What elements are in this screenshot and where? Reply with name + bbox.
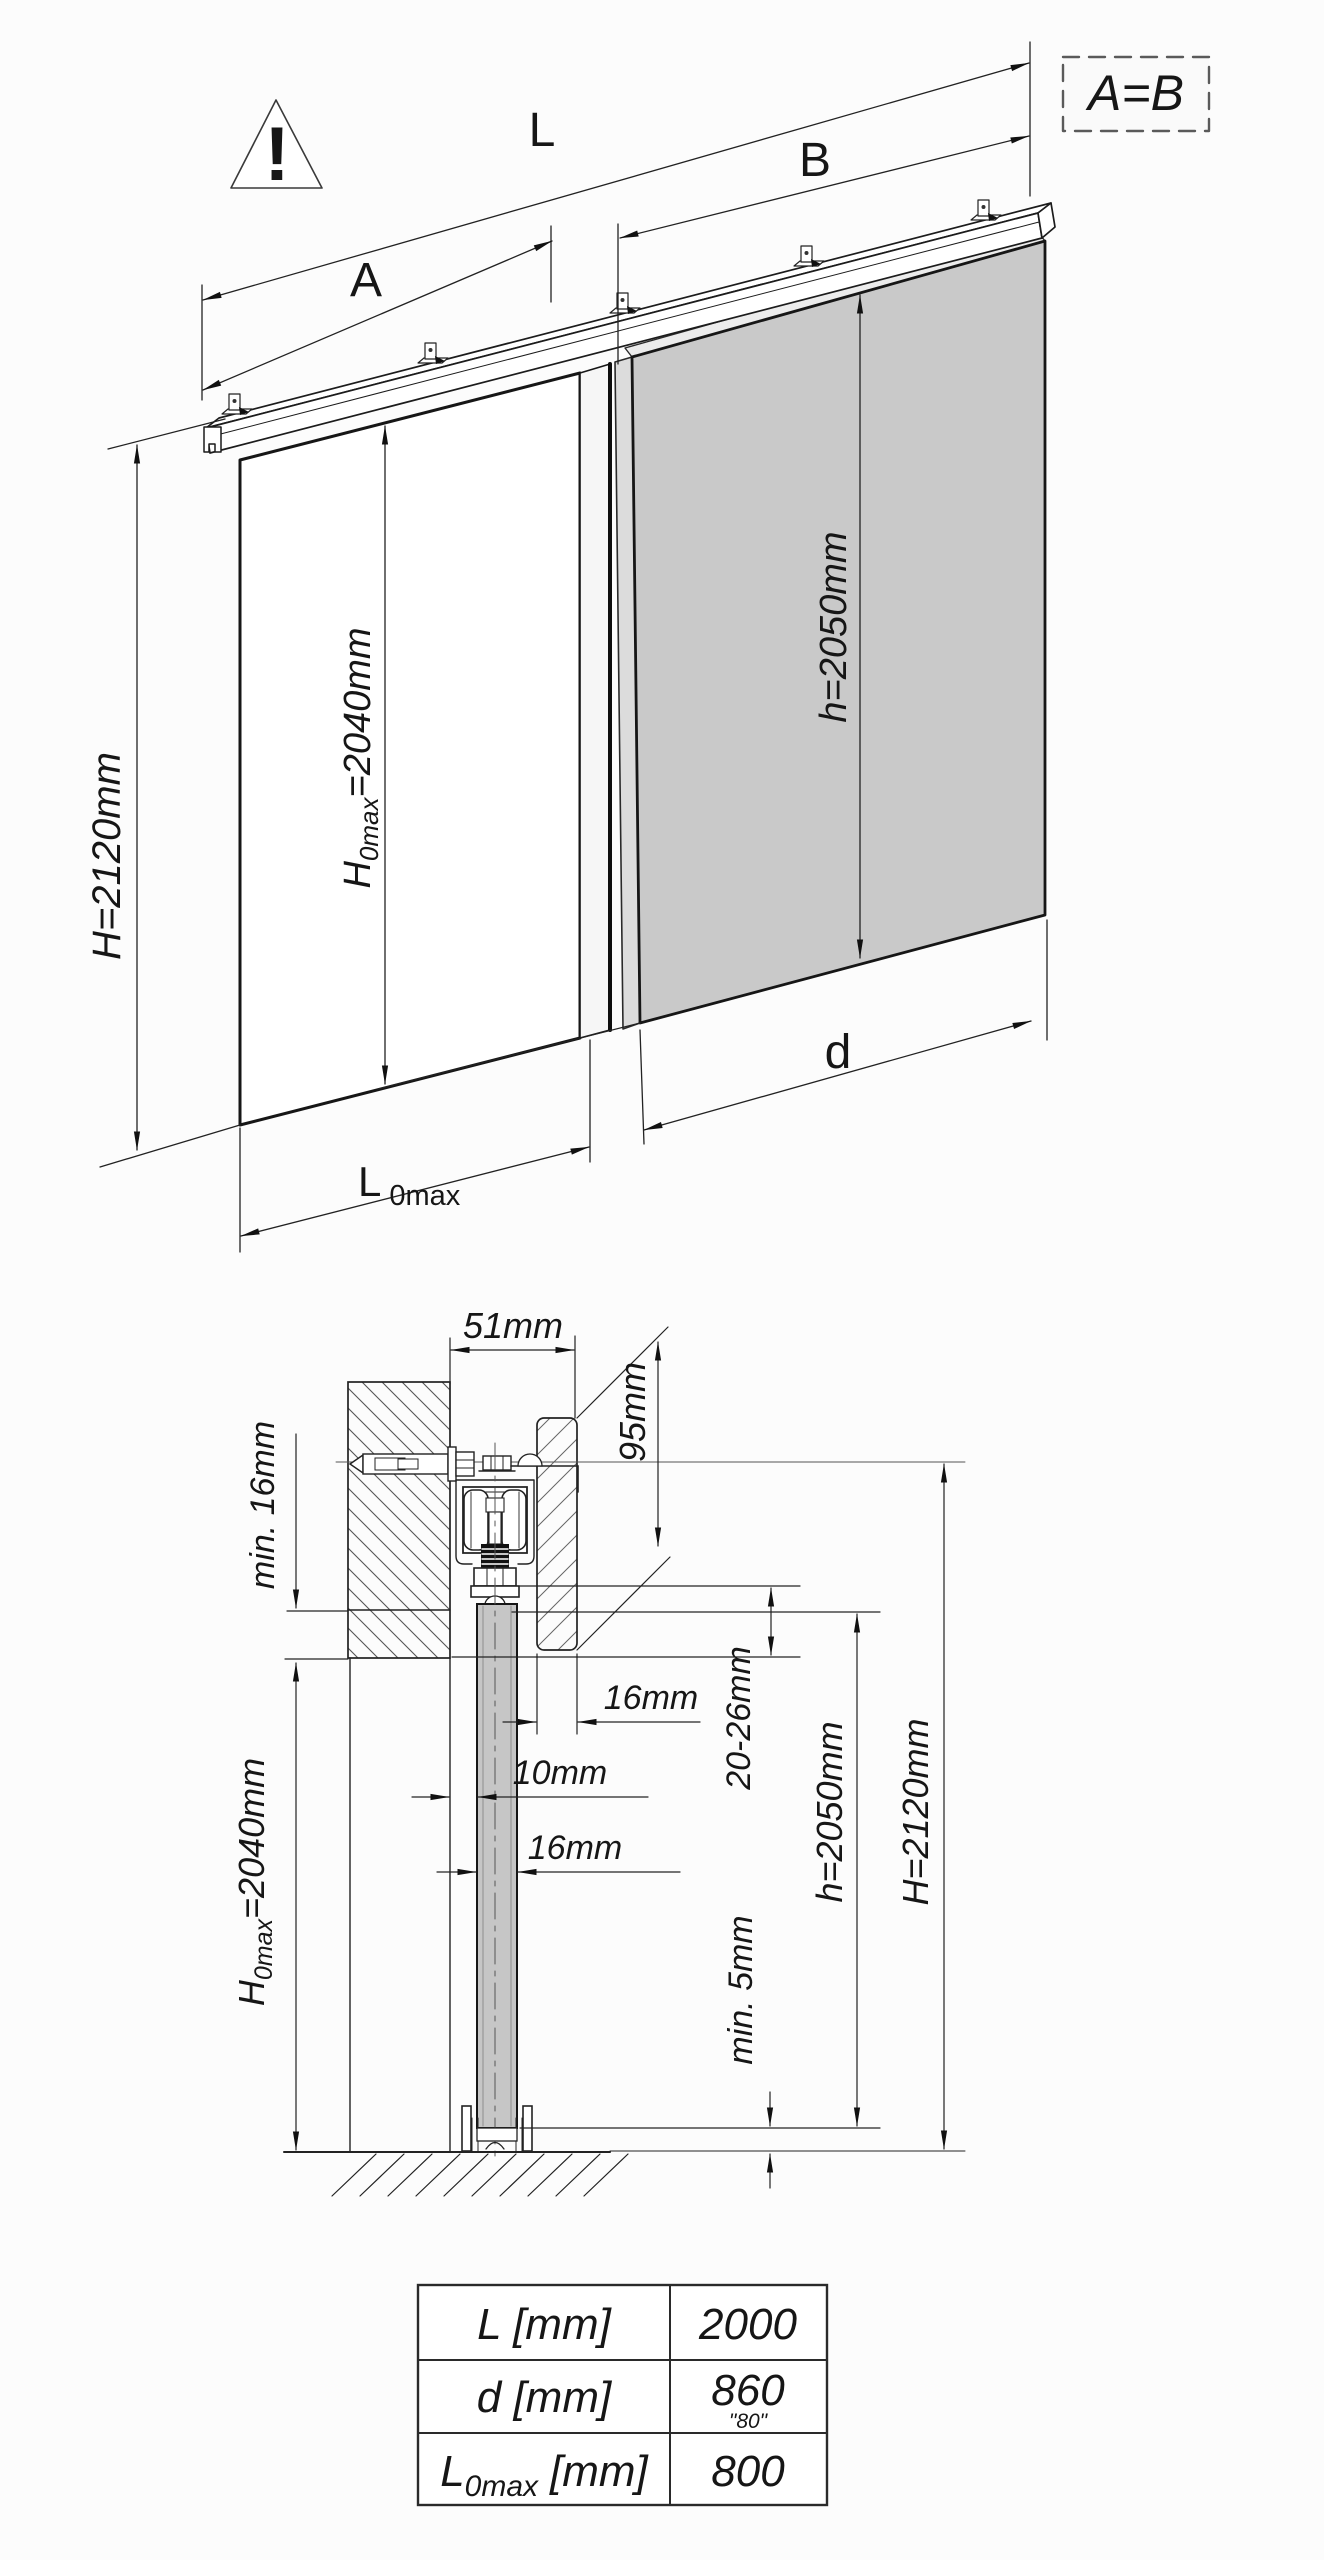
- dimension-min5mm: [520, 1915, 880, 2188]
- aeqb-label: A=B: [1088, 65, 1184, 121]
- table-cell-label: d [mm]: [476, 2373, 612, 2422]
- bracket-icon: [794, 246, 824, 267]
- dimension-16mm-lower: [437, 1829, 680, 1872]
- dim-label-51mm: 51mm: [462, 1305, 564, 1346]
- spec-table: [418, 2285, 827, 2505]
- dim-label-H-section: H=2120mm: [895, 1718, 936, 1906]
- table-cell-label: L [mm]: [477, 2300, 611, 2349]
- dim-label-16mm-lower: 16mm: [527, 1829, 623, 1867]
- dim-label-min5: min. 5mm: [722, 1915, 760, 2065]
- table-cell-value: 2000: [699, 2300, 797, 2349]
- dimension-h-section: [809, 1614, 857, 2126]
- dim-label-L0max: L $_{0max}$: [358, 1158, 461, 1212]
- bracket-icon: [222, 394, 252, 415]
- dimension-H0max-section: [231, 1663, 296, 2150]
- table-cell-value: 800: [711, 2447, 785, 2496]
- door-white: [240, 364, 610, 1125]
- dim-label-h-section: h=2050mm: [809, 1721, 850, 1903]
- dim-label-L: L: [528, 104, 556, 157]
- dim-label-H-iso: H=2120mm: [85, 752, 129, 960]
- dim-label-2026: 20-26mm: [720, 1646, 758, 1790]
- dimension-min16mm: [244, 1421, 348, 1659]
- dim-label-A: A: [349, 254, 383, 307]
- isometric-view: [85, 42, 1209, 1252]
- dim-label-B: B: [798, 134, 832, 187]
- table-cell-note: "80": [728, 2410, 768, 2433]
- dim-label-95mm: 95mm: [612, 1361, 653, 1463]
- dimension-16mm-upper: [503, 1654, 700, 1734]
- dimension-95mm: [577, 1327, 670, 1650]
- dimension-H-iso: [85, 419, 240, 1167]
- dim-label-H0max-iso: $H_{0max}=2040mm$: [337, 627, 384, 889]
- table-cell-value: 860: [711, 2366, 785, 2415]
- dim-label-d: d: [824, 1026, 852, 1079]
- dim-label-H0max-section: $H_{0max}=2040mm$: [231, 1757, 278, 2007]
- floor-line: [284, 2151, 965, 2196]
- wall-header: [348, 1382, 450, 1658]
- warning-icon: [231, 100, 322, 197]
- bracket-icon: [610, 293, 640, 314]
- section-view: [231, 1305, 965, 2196]
- dimension-H-section: [895, 1464, 944, 2149]
- bracket-icon: [971, 200, 1001, 221]
- dimension-51mm: [450, 1305, 575, 1418]
- dim-label-16mm-upper: 16mm: [603, 1679, 699, 1717]
- dim-label-h-iso: h=2050mm: [813, 531, 855, 723]
- table-cell-label: $L_{0max}$ [mm]: [440, 2447, 648, 2503]
- dim-label-min16: min. 16mm: [244, 1420, 282, 1590]
- bracket-icon: [418, 343, 448, 364]
- dim-label-10mm: 10mm: [512, 1754, 608, 1792]
- aeqb-badge: [1063, 57, 1209, 131]
- dimension-10mm: [412, 1754, 648, 1797]
- warning-glyph: !: [264, 112, 290, 197]
- fascia-board: [537, 1418, 577, 1650]
